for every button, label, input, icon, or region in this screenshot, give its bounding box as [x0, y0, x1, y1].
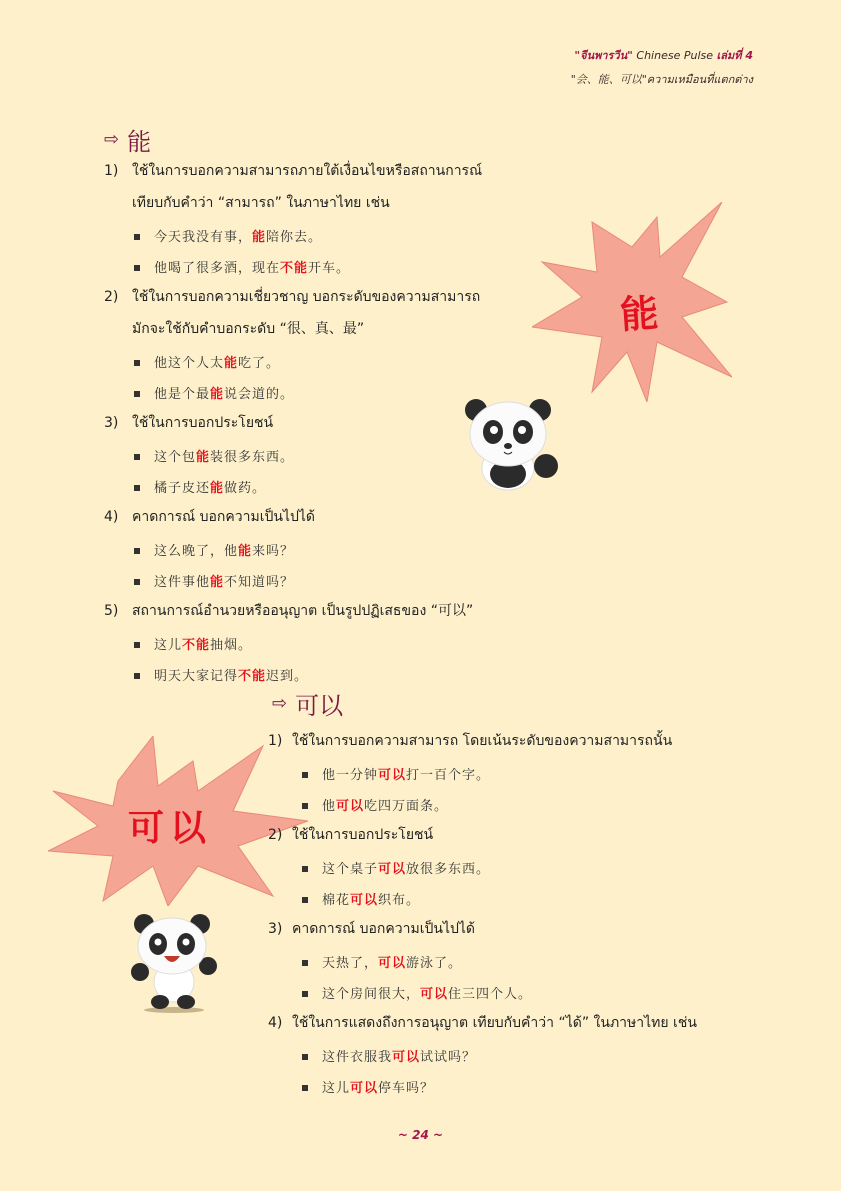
example-text: 这儿	[154, 638, 183, 653]
example-sentence	[134, 540, 294, 559]
neng-stamp-text: 能	[618, 289, 660, 338]
highlight-word: 可以	[350, 893, 379, 908]
bullet-icon	[134, 673, 140, 679]
example-sentence	[302, 1046, 476, 1065]
bullet-icon	[302, 960, 308, 966]
example-text: 来吗？	[252, 544, 295, 559]
example-text: 开车。	[308, 261, 351, 276]
example-sentence	[134, 446, 294, 465]
highlight-word: 不能	[280, 261, 309, 276]
highlight-word: 能	[224, 356, 239, 371]
example-text: 他	[322, 799, 337, 814]
item-number: 2)	[104, 289, 119, 305]
example-text: 住三四个人。	[448, 987, 533, 1002]
item-description: คาดการณ์ บอกความเป็นไปได้	[132, 509, 316, 525]
highlight-word: 可以	[378, 768, 407, 783]
example-sentence	[134, 226, 322, 245]
bullet-icon	[134, 265, 140, 271]
example-text: 橘子皮还	[154, 481, 211, 496]
example-text: 明天大家记得	[154, 669, 239, 684]
header-brand: "จีนพารวีน"	[574, 49, 633, 62]
highlight-word: 可以	[336, 799, 365, 814]
bullet-icon	[134, 485, 140, 491]
highlight-word: 能	[238, 544, 253, 559]
item-description: เทียบกับคำว่า “สามารถ” ในภาษาไทย เช่น	[132, 195, 390, 211]
header-series: Chinese Pulse	[636, 49, 713, 62]
example-text: 他是个最	[154, 387, 211, 402]
example-text: 放很多东西。	[406, 862, 491, 877]
keyi-stamp-text: 可以	[128, 807, 213, 849]
example-sentence	[302, 1077, 434, 1096]
bullet-icon	[302, 772, 308, 778]
example-text: 这件事他	[154, 575, 211, 590]
section-title-text: 可以	[295, 692, 344, 720]
item-description: สถานการณ์อำนวยหรืออนุญาต เป็นรูปปฏิเสธของ “可以”	[132, 603, 474, 619]
item-description: ใช้ในการแสดงถึงการอนุญาต เทียบกับคำว่า “ได้” ในภาษาไทย เช่น	[292, 1015, 697, 1031]
header-line-1	[571, 44, 753, 68]
example-text: 棉花	[322, 893, 351, 908]
bullet-icon	[302, 1085, 308, 1091]
example-sentence	[302, 983, 532, 1002]
arrow-right-icon: ⇨	[104, 129, 120, 150]
item-number: 3)	[104, 415, 119, 431]
highlight-word: 能	[210, 481, 225, 496]
example-text: 他这个人太	[154, 356, 225, 371]
item-description: ใช้ในการบอกความเชี่ยวชาญ บอกระดับของความสามารถ	[132, 289, 481, 305]
item-description: มักจะใช้กับคำบอกระดับ “很、真、最”	[132, 321, 365, 337]
panda-mascot-cheering	[126, 910, 222, 1014]
page-number: ~ 24 ~	[397, 1128, 444, 1142]
example-text: 这件衣服我	[322, 1050, 393, 1065]
bullet-icon	[134, 454, 140, 460]
highlight-word: 可以	[392, 1050, 421, 1065]
example-sentence	[134, 571, 294, 590]
bullet-icon	[134, 579, 140, 585]
page-header	[571, 44, 753, 92]
example-text: 打一百个字。	[406, 768, 491, 783]
example-text: 这个桌子	[322, 862, 379, 877]
highlight-word: 可以	[378, 956, 407, 971]
bullet-icon	[302, 897, 308, 903]
bullet-icon	[302, 991, 308, 997]
highlight-word: 可以	[420, 987, 449, 1002]
header-line-2: "会、能、可以"ความเหมือนที่แตกต่าง	[570, 73, 753, 86]
highlight-word: 可以	[378, 862, 407, 877]
highlight-word: 能	[210, 575, 225, 590]
bullet-icon	[134, 548, 140, 554]
item-number: 5)	[104, 603, 119, 619]
item-description: ใช้ในการบอกความสามารถภายใต้เงื่อนไขหรือสถานการณ์	[132, 163, 483, 179]
example-text: 吃四万面条。	[364, 799, 449, 814]
example-sentence	[134, 257, 350, 276]
highlight-word: 能	[252, 230, 267, 245]
bullet-icon	[134, 360, 140, 366]
item-number: 1)	[268, 733, 283, 749]
item-description: ใช้ในการบอกประโยชน์	[292, 827, 434, 843]
highlight-word: 不能	[182, 638, 211, 653]
example-text: 试试吗？	[420, 1050, 477, 1065]
example-sentence	[134, 352, 280, 371]
example-text: 不知道吗？	[224, 575, 295, 590]
example-sentence	[302, 764, 490, 783]
item-number: 4)	[104, 509, 119, 525]
example-text: 织布。	[378, 893, 421, 908]
bullet-icon	[134, 391, 140, 397]
example-text: 停车吗？	[378, 1081, 435, 1096]
example-text: 装很多东西。	[210, 450, 295, 465]
arrow-right-icon: ⇨	[272, 693, 288, 714]
example-sentence	[302, 952, 462, 971]
item-number: 1)	[104, 163, 119, 179]
example-text: 游泳了。	[406, 956, 463, 971]
item-description: ใช้ในการบอกความสามารถ โดยเน้นระดับของความสามารถนั้น	[292, 733, 673, 749]
example-sentence	[134, 634, 252, 653]
bullet-icon	[302, 1054, 308, 1060]
item-description: คาดการณ์ บอกความเป็นไปได้	[292, 921, 476, 937]
highlight-word: 能	[210, 387, 225, 402]
section-title-keyi	[272, 686, 343, 721]
bullet-icon	[302, 803, 308, 809]
section-title-neng	[104, 122, 151, 157]
section-title-text: 能	[127, 128, 152, 156]
highlight-word: 可以	[350, 1081, 379, 1096]
example-sentence	[302, 858, 490, 877]
example-sentence	[134, 477, 266, 496]
example-sentence	[134, 665, 308, 684]
example-sentence	[134, 383, 294, 402]
highlight-word: 不能	[238, 669, 267, 684]
highlight-word: 能	[196, 450, 211, 465]
bullet-icon	[302, 866, 308, 872]
example-text: 他一分钟	[322, 768, 379, 783]
example-text: 抽烟。	[210, 638, 253, 653]
example-text: 这么晚了，他	[154, 544, 239, 559]
example-text: 天热了，	[322, 956, 379, 971]
example-text: 这个房间很大，	[322, 987, 421, 1002]
item-number: 3)	[268, 921, 283, 937]
example-text: 今天我没有事，	[154, 230, 253, 245]
example-text: 这儿	[322, 1081, 351, 1096]
example-text: 陪你去。	[266, 230, 323, 245]
example-text: 吃了。	[238, 356, 281, 371]
example-text: 他喝了很多酒，现在	[154, 261, 281, 276]
example-text: 做药。	[224, 481, 267, 496]
example-text: 迟到。	[266, 669, 309, 684]
example-text: 说会道的。	[224, 387, 295, 402]
item-number: 4)	[268, 1015, 283, 1031]
example-sentence	[302, 889, 420, 908]
example-sentence	[302, 795, 448, 814]
bullet-icon	[134, 234, 140, 240]
header-volume: เล่มที่ 4	[716, 49, 753, 62]
bullet-icon	[134, 642, 140, 648]
example-text: 这个包	[154, 450, 197, 465]
panda-mascot-pointing	[460, 392, 564, 492]
item-description: ใช้ในการบอกประโยชน์	[132, 415, 274, 431]
item-number: 2)	[268, 827, 283, 843]
